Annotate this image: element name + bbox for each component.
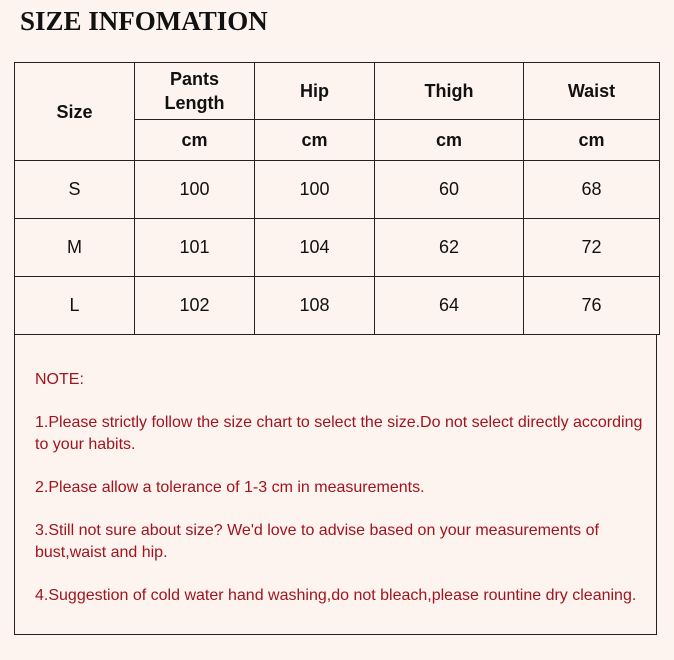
size-chart-table [14, 62, 660, 335]
table-row [15, 161, 660, 219]
notes-box [14, 335, 657, 635]
unit-pants-length: cm [135, 120, 255, 161]
note-item: 3.Still not sure about size? We'd love to advise based on your measurements of bust,waist and hip. [35, 522, 599, 561]
unit-hip: cm [255, 120, 375, 161]
cell-waist: 68 [524, 161, 660, 219]
table-row [15, 277, 660, 335]
header-pants-length [135, 63, 255, 120]
cell-pants-length: 101 [135, 219, 255, 277]
header-hip: Hip [255, 63, 375, 120]
note-item: 2.Please allow a tolerance of 1-3 cm in measurements. [35, 479, 425, 496]
unit-thigh: cm [375, 120, 524, 161]
cell-pants-length: 102 [135, 277, 255, 335]
cell-pants-length: 100 [135, 161, 255, 219]
cell-hip: 104 [255, 219, 375, 277]
cell-hip: 100 [255, 161, 375, 219]
cell-waist: 76 [524, 277, 660, 335]
table-header-row [15, 63, 660, 120]
note-item: 1.Please strictly follow the size chart to select the size.Do not select directly according to your habits. [35, 414, 643, 453]
cell-thigh: 60 [375, 161, 524, 219]
cell-size: M [15, 219, 135, 277]
cell-waist: 72 [524, 219, 660, 277]
header-pants-length-label: Pants Length [164, 69, 225, 113]
cell-size: L [15, 277, 135, 335]
cell-hip: 108 [255, 277, 375, 335]
header-waist: Waist [524, 63, 660, 120]
table-row [15, 219, 660, 277]
notes-heading: NOTE: [35, 371, 84, 388]
unit-waist: cm [524, 120, 660, 161]
header-thigh: Thigh [375, 63, 524, 120]
cell-size: S [15, 161, 135, 219]
header-size: Size [15, 63, 135, 161]
note-item: 4.Suggestion of cold water hand washing,do not bleach,please rountine dry cleaning. [35, 587, 637, 604]
page-title: SIZE INFOMATION [20, 6, 268, 36]
cell-thigh: 64 [375, 277, 524, 335]
cell-thigh: 62 [375, 219, 524, 277]
